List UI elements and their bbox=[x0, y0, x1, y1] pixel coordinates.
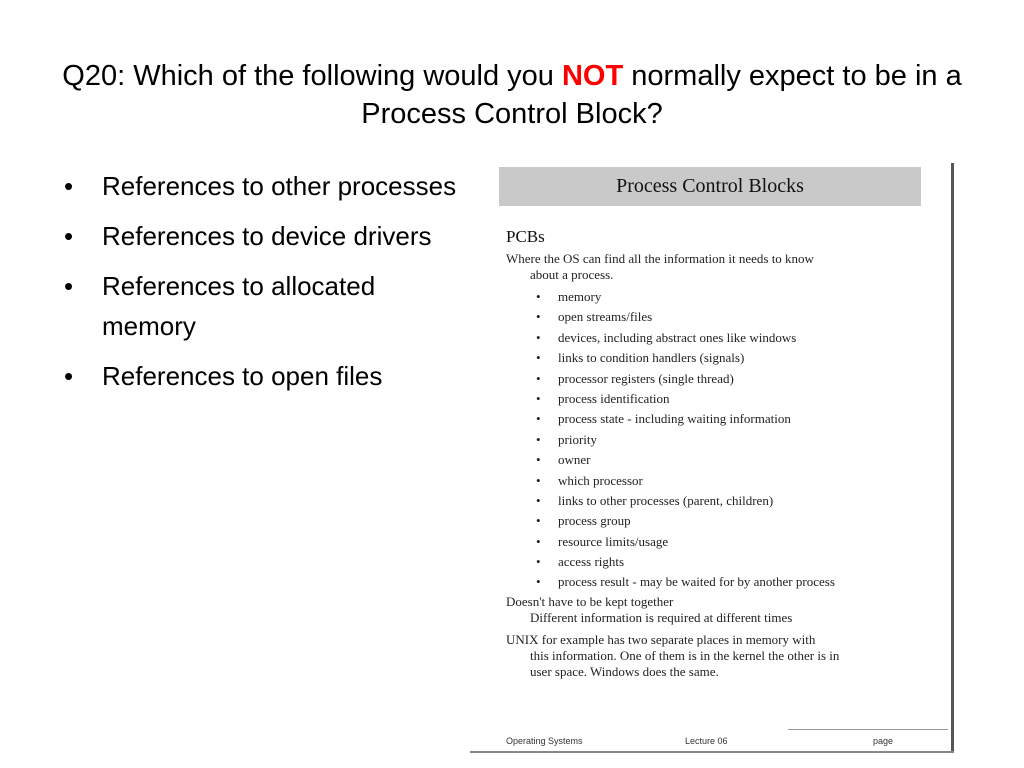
bullet-icon: • bbox=[536, 554, 541, 570]
document-edge-right bbox=[951, 163, 954, 753]
footer-course: Operating Systems bbox=[506, 736, 583, 746]
document-banner: Process Control Blocks bbox=[499, 167, 921, 206]
note-line: Doesn't have to be kept together bbox=[506, 594, 674, 609]
pcb-item-text: process identification bbox=[558, 390, 670, 406]
pcb-item-text: owner bbox=[558, 452, 591, 468]
pcb-item-text: process result - may be waited for by another process bbox=[558, 574, 835, 590]
pcb-item-text: process group bbox=[558, 513, 631, 529]
slide-title bbox=[60, 57, 964, 133]
intro-line: Where the OS can find all the information it needs to know bbox=[506, 251, 814, 266]
pcb-item bbox=[534, 348, 835, 368]
bullet-icon: • bbox=[536, 472, 541, 488]
title-text-before: Q20: Which of the following would you bbox=[62, 60, 562, 92]
title-text-after: normally expect to be in a Process Control Block? bbox=[361, 60, 962, 130]
pcb-item-text: process state - including waiting information bbox=[558, 411, 791, 427]
pcb-item bbox=[534, 552, 835, 572]
answer-option bbox=[60, 216, 460, 256]
pcb-item bbox=[534, 511, 835, 531]
intro-line: about a process. bbox=[530, 267, 614, 282]
bullet-icon: • bbox=[64, 271, 74, 301]
pcb-item bbox=[534, 389, 835, 409]
note-line: this information. One of them is in the kernel the other is in bbox=[530, 648, 840, 663]
pcb-item-text: devices, including abstract ones like windows bbox=[558, 329, 797, 345]
bullet-icon: • bbox=[536, 411, 541, 427]
bullet-icon: • bbox=[536, 350, 541, 366]
answer-option bbox=[60, 266, 460, 346]
pcb-item-text: links to condition handlers (signals) bbox=[558, 350, 745, 366]
pcb-item bbox=[534, 572, 835, 592]
document-note-unix bbox=[506, 632, 926, 680]
pcb-item-text: open streams/files bbox=[558, 309, 653, 325]
pcb-item bbox=[534, 430, 835, 450]
bullet-icon: • bbox=[536, 574, 541, 590]
pcb-item-text: links to other processes (parent, children) bbox=[558, 492, 774, 508]
pcb-item bbox=[534, 287, 835, 307]
bullet-icon: • bbox=[536, 289, 541, 304]
document-edge-bottom bbox=[470, 751, 954, 753]
answer-option-text: References to allocated memory bbox=[102, 271, 376, 341]
bullet-icon: • bbox=[64, 221, 74, 251]
footer-lecture: Lecture 06 bbox=[685, 736, 728, 746]
note-line: UNIX for example has two separate places in memory with bbox=[506, 632, 816, 647]
pcb-item bbox=[534, 409, 835, 429]
answer-option-text: References to open files bbox=[102, 361, 383, 391]
pcb-item bbox=[534, 450, 835, 470]
title-emphasis: NOT bbox=[561, 60, 624, 92]
pcb-item-text: which processor bbox=[558, 472, 643, 488]
footer-divider bbox=[788, 729, 948, 730]
pcb-document-image bbox=[470, 163, 954, 753]
bullet-icon: • bbox=[536, 309, 541, 325]
bullet-icon: • bbox=[536, 513, 541, 529]
bullet-icon: • bbox=[64, 171, 74, 201]
document-heading: PCBs bbox=[506, 227, 545, 246]
pcb-item bbox=[534, 471, 835, 491]
answer-option bbox=[60, 356, 460, 396]
pcb-contents-list bbox=[534, 287, 835, 593]
pcb-item-text: resource limits/usage bbox=[558, 533, 669, 549]
pcb-item-text: priority bbox=[558, 431, 597, 447]
pcb-item bbox=[534, 369, 835, 389]
answer-option bbox=[60, 166, 460, 206]
note-line: user space. Windows does the same. bbox=[530, 664, 719, 679]
bullet-icon: • bbox=[536, 329, 541, 345]
bullet-icon: • bbox=[536, 370, 541, 386]
bullet-icon: • bbox=[536, 431, 541, 447]
answer-option-text: References to other processes bbox=[102, 171, 457, 201]
bullet-icon: • bbox=[64, 361, 74, 391]
footer-page: page bbox=[873, 736, 894, 746]
bullet-icon: • bbox=[536, 452, 541, 468]
pcb-item bbox=[534, 307, 835, 327]
pcb-item bbox=[534, 532, 835, 552]
pcb-item-text: memory bbox=[558, 289, 602, 304]
document-note-storage bbox=[506, 594, 926, 626]
answer-options-list bbox=[60, 166, 460, 406]
pcb-item-text: access rights bbox=[558, 554, 625, 570]
pcb-item bbox=[534, 491, 835, 511]
note-line: Different information is required at different times bbox=[530, 610, 793, 625]
pcb-item-text: processor registers (single thread) bbox=[558, 370, 734, 386]
document-intro bbox=[506, 251, 926, 283]
pcb-item bbox=[534, 328, 835, 348]
bullet-icon: • bbox=[536, 390, 541, 406]
answer-option-text: References to device drivers bbox=[102, 221, 432, 251]
bullet-icon: • bbox=[536, 492, 541, 508]
bullet-icon: • bbox=[536, 533, 541, 549]
